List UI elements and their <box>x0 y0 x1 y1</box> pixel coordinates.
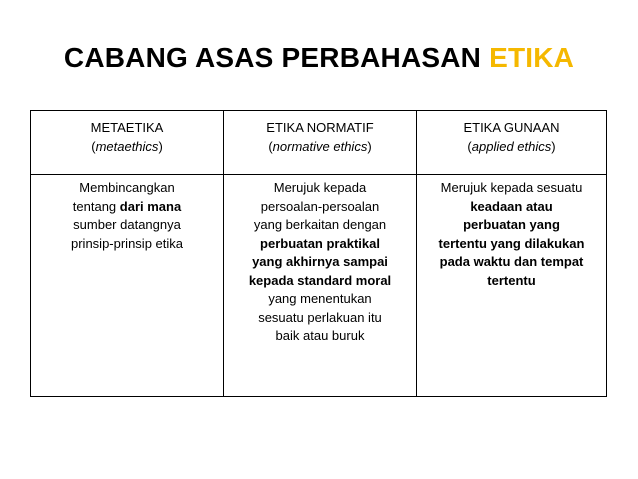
description-line <box>420 235 603 254</box>
column-name: ETIKA NORMATIF <box>266 120 374 135</box>
description-line <box>420 179 603 198</box>
description-line <box>227 272 413 291</box>
column-name: METAETIKA <box>90 120 164 135</box>
slide-title <box>0 38 638 78</box>
english-term-text: normative ethics <box>272 138 368 154</box>
description-line <box>420 253 603 272</box>
description-cell-etika-normatif <box>224 175 417 397</box>
description-text-bold: kepada standard moral <box>248 272 392 288</box>
description-line <box>227 179 413 198</box>
description-text: Merujuk kepada <box>273 180 367 195</box>
header-etika-normatif <box>224 111 417 175</box>
description-text: yang berkaitan dengan <box>253 217 387 232</box>
description-line <box>34 198 220 217</box>
description-line <box>420 198 603 217</box>
description-cell-etika-gunaan <box>417 175 607 397</box>
description-line <box>420 272 603 291</box>
description-text: Merujuk kepada sesuatu <box>440 180 583 195</box>
title-accent: ETIKA <box>489 42 575 73</box>
description-text: sesuatu perlakuan itu <box>258 309 382 325</box>
description-text: Membincangkan <box>79 180 175 195</box>
description-line <box>227 327 413 346</box>
description-cell-metaetika <box>31 175 224 397</box>
table-row <box>31 175 607 397</box>
description-line <box>227 290 413 309</box>
description-text-bold: yang akhirnya sampai <box>252 254 388 269</box>
description-text-bold: tertentu <box>487 272 536 288</box>
english-term-text: metaethics <box>95 138 159 154</box>
column-english-term: (normative ethics) <box>268 138 372 154</box>
description-text-bold: tertentu yang dilakukan <box>438 235 585 251</box>
description-line <box>227 235 413 254</box>
header-metaetika <box>31 111 224 175</box>
description-line <box>227 253 413 272</box>
description-line <box>34 216 220 235</box>
description-text-bold: keadaan atau <box>470 198 553 214</box>
description-line <box>227 198 413 217</box>
description-text: tentang <box>72 198 120 214</box>
description-line <box>420 216 603 235</box>
description-text-bold: perbuatan yang <box>463 217 560 232</box>
description-text: sumber datangnya <box>73 217 181 232</box>
title-main: CABANG ASAS PERBAHASAN <box>63 42 490 73</box>
description-line <box>227 309 413 328</box>
table-header-row <box>31 111 607 175</box>
ethics-branches-table <box>30 110 607 397</box>
description-line <box>227 216 413 235</box>
column-name: ETIKA GUNAAN <box>463 120 560 135</box>
description-text-bold: pada waktu dan tempat <box>439 254 584 269</box>
description-text-bold: perbuatan praktikal <box>260 235 380 251</box>
english-term-text: applied ethics <box>471 138 552 154</box>
header-etika-gunaan <box>417 111 607 175</box>
description-text: baik atau buruk <box>275 328 365 343</box>
description-text: yang menentukan <box>268 291 372 306</box>
description-text: persoalan-persoalan <box>260 198 380 214</box>
description-line <box>34 235 220 254</box>
description-text-bold: dari mana <box>119 198 182 214</box>
description-text: prinsip-prinsip etika <box>71 235 183 251</box>
column-english-term: (metaethics) <box>91 138 163 154</box>
column-english-term: (applied ethics) <box>467 138 556 154</box>
description-line <box>34 179 220 198</box>
